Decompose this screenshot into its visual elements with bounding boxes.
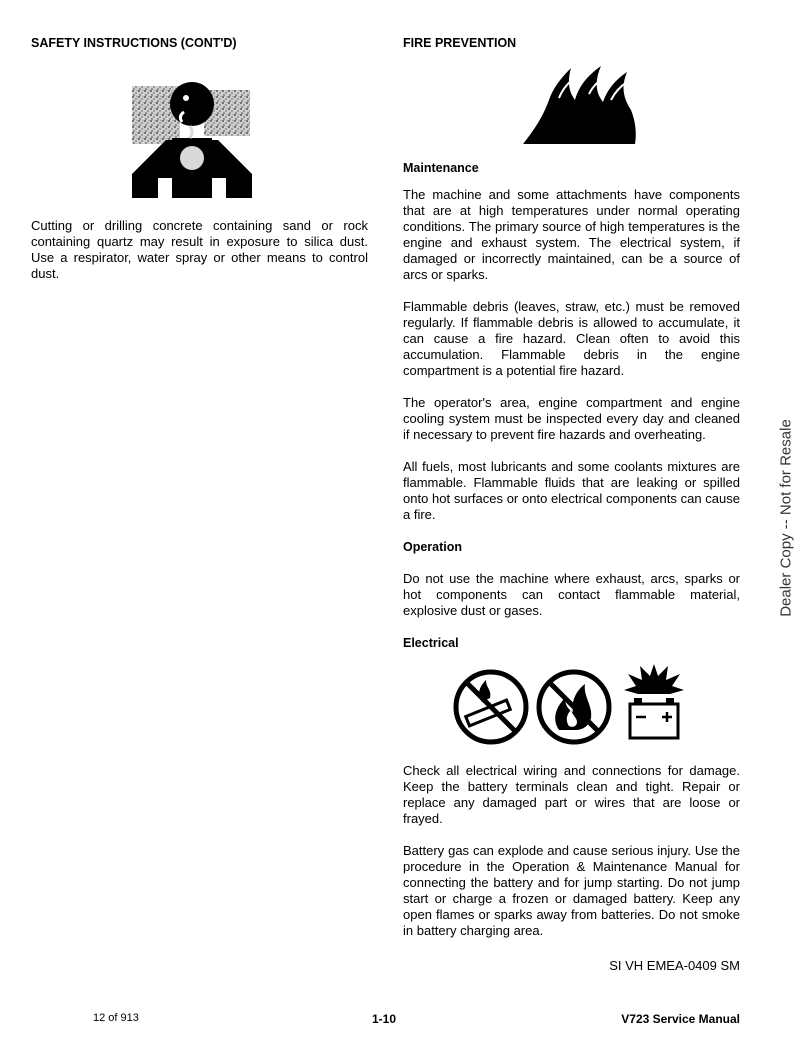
page-count: 12 of 913	[93, 1012, 139, 1024]
document-code: SI VH EMEA-0409 SM	[609, 958, 740, 973]
electrical-subheading: Electrical	[403, 636, 459, 650]
battery-explosion-icon	[622, 662, 686, 742]
respirator-dust-icon	[132, 78, 252, 198]
maintenance-subheading: Maintenance	[403, 161, 479, 175]
flame-icon	[523, 64, 638, 146]
manual-title: V723 Service Manual	[621, 1012, 740, 1026]
electrical-paragraph-1: Check all electrical wiring and connections for damage. Keep the battery terminals clean and tight. Repair or replace any damaged part or wires that are loose or frayed.	[403, 763, 740, 826]
fire-prevention-heading: FIRE PREVENTION	[403, 36, 517, 50]
electrical-paragraph-2: Battery gas can explode and cause serious injury. Use the procedure in the Operation & Maintenance Manual for connecting the battery and for jump starting. Do not jump start or charge a frozen or damaged battery. Keep any open flames or sparks away from batteries. Do not smoke in battery charging area.	[403, 843, 740, 938]
operation-subheading: Operation	[403, 540, 463, 554]
maintenance-paragraph-2: Flammable debris (leaves, straw, etc.) must be removed regularly. If flammable debris is allowed to accumulate, it can cause a fire hazard. Clean often to avoid this accumulation. Flammable debris in the engine compartment is a potential fire hazard.	[403, 299, 740, 378]
maintenance-paragraph-3: The operator's area, engine compartment and engine cooling system must be inspected every day and cleaned if necessary to prevent fire hazards and overheating.	[403, 395, 740, 442]
page-number: 1-10	[372, 1012, 397, 1026]
operation-paragraph: Do not use the machine where exhaust, arcs, sparks or hot components can contact flammable material, explosive dust or gases.	[403, 571, 740, 618]
maintenance-paragraph-1: The machine and some attachments have components that are at high temperatures under normal operating conditions. The primary source of high temperatures is the engine and exhaust system. The electrical system, if damaged or incorrectly maintained, can be a source of arcs or sparks.	[403, 187, 740, 282]
no-smoking-icon	[452, 668, 530, 746]
dealer-copy-watermark: Dealer Copy -- Not for Resale	[777, 419, 795, 617]
silica-dust-paragraph: Cutting or drilling concrete containing sand or rock containing quartz may result in exposure to silica dust. Use a respirator, water spray or other means to control dust.	[31, 218, 368, 281]
left-section-heading: SAFETY INSTRUCTIONS (CONT'D)	[31, 36, 237, 50]
no-open-flame-icon	[535, 668, 613, 746]
maintenance-paragraph-4: All fuels, most lubricants and some coolants mixtures are flammable. Flammable fluids that are leaking or spilled onto hot surfaces or onto electrical components can cause a fire.	[403, 459, 740, 522]
